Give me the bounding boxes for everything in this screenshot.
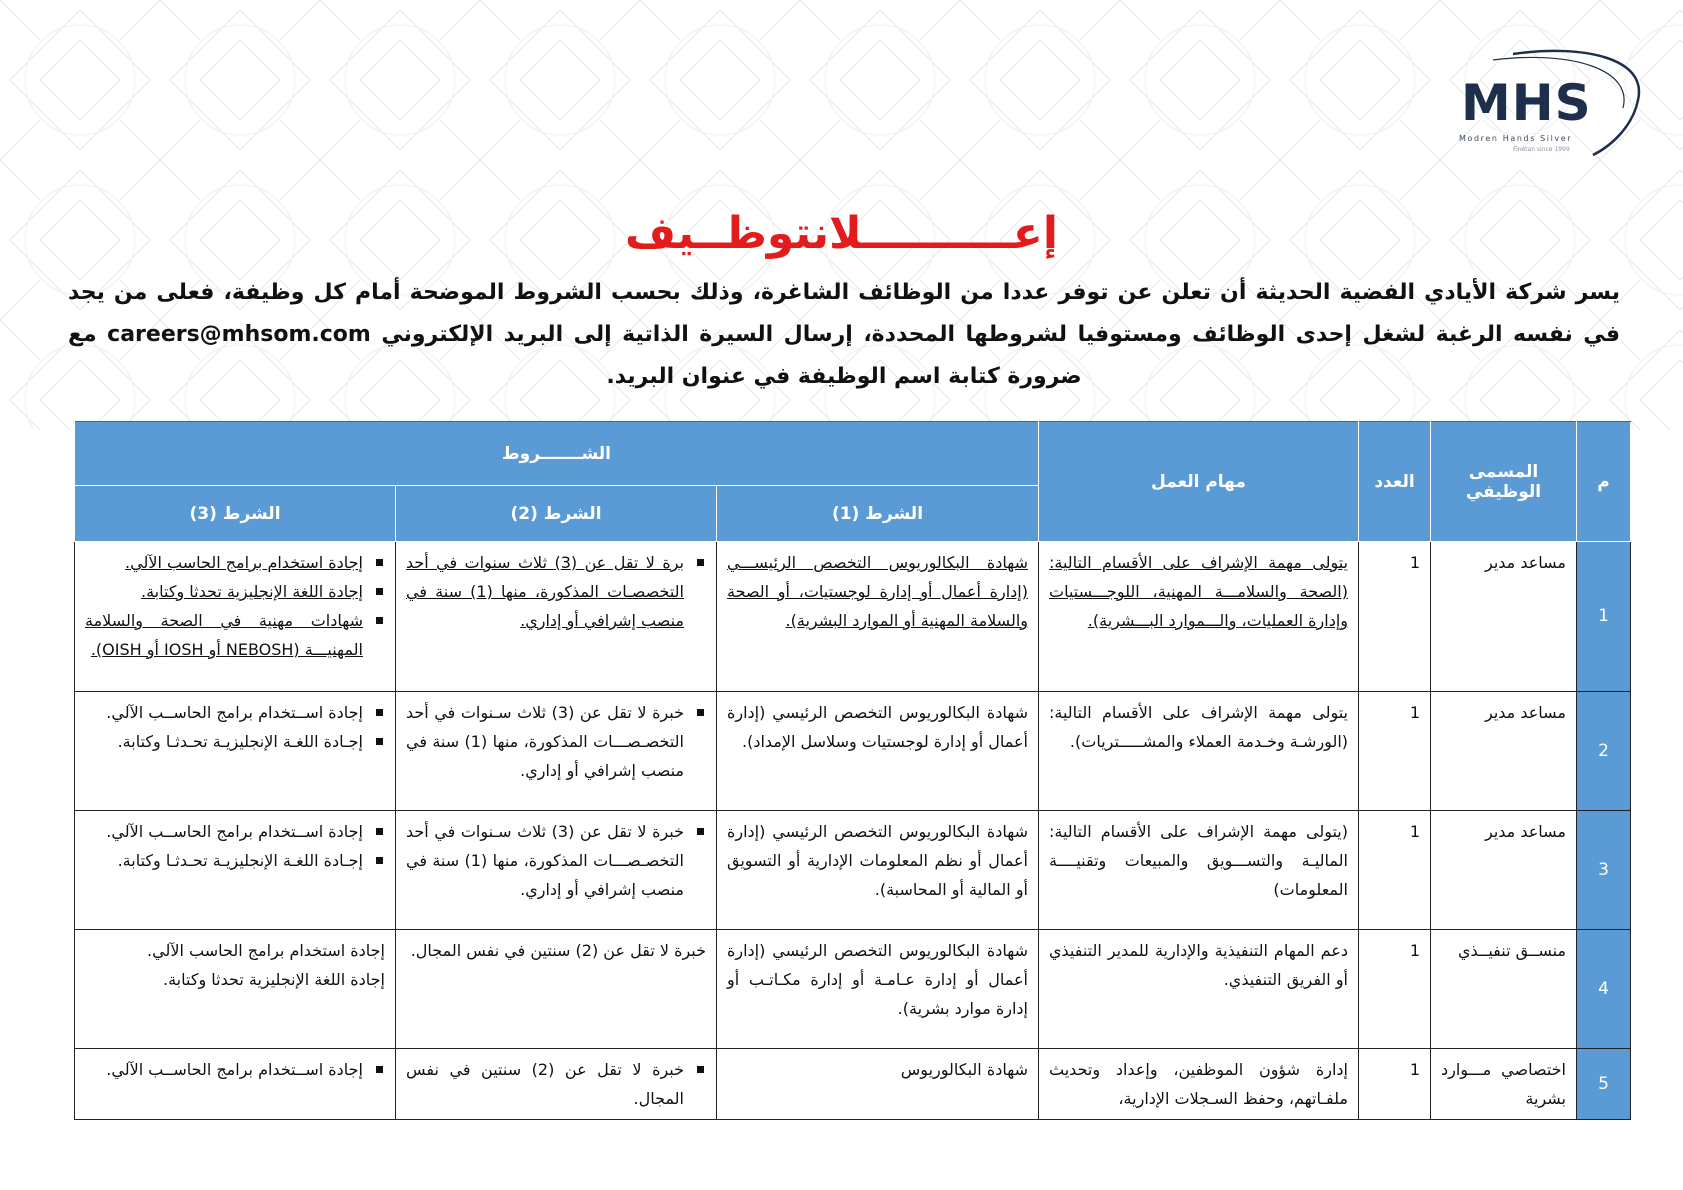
condition-1: شهادة البكالوريوس bbox=[717, 1049, 1039, 1120]
condition-2 bbox=[396, 692, 717, 811]
job-title: مساعد مدير bbox=[1431, 542, 1577, 692]
header-condition-1: الشرط (1) bbox=[717, 486, 1039, 542]
header-num: م bbox=[1577, 422, 1631, 542]
job-count: 1 bbox=[1359, 811, 1431, 930]
careers-email[interactable]: careers@mhsom.com bbox=[107, 322, 371, 347]
condition-3-item: إجادة اســتخدام برامج الحاســب الآلي. bbox=[85, 817, 363, 846]
page-title: إعــــــــــلانتوظــيف bbox=[625, 208, 1058, 259]
job-tasks: (يتولى مهمة الإشراف على الأقسام التالية: الماليـة والتســـويق والمبيعات وتقنيــــة المعلومات) bbox=[1039, 811, 1359, 930]
condition-3-item: إجادة اســتخدام برامج الحاســب الآلي. bbox=[85, 1055, 363, 1084]
condition-1: شهادة البكالوريوس التخصص الرئيســـي (إدارة أعمال أو إدارة لوجستيات، أو الصحة والسلامة المهنية أو الموارد البشرية). bbox=[717, 542, 1039, 692]
job-tasks: يتولى مهمة الإشراف على الأقسام التالية: (الصحة والسلامـــة المهنية، اللوجـــستيات وإدارة العمليات، والـــموارد البـــشرية). bbox=[1039, 542, 1359, 692]
logo-subtitle: Modren Hands Silver bbox=[1459, 134, 1573, 143]
condition-2-item: خبرة لا تقل عن (3) ثلاث سـنوات في أحد التخصـصـــات المذكورة، منها (1) سنة في منصب إشرافي أو إداري. bbox=[406, 698, 684, 785]
condition-2 bbox=[396, 542, 717, 692]
job-tasks: يتولى مهمة الإشراف على الأقسام التالية: (الورشـة وخـدمة العملاء والمشـــــتريات). bbox=[1039, 692, 1359, 811]
condition-2 bbox=[396, 1049, 717, 1120]
job-title: منســق تنفيــذي bbox=[1431, 930, 1577, 1049]
company-logo bbox=[1433, 40, 1663, 160]
condition-2 bbox=[396, 811, 717, 930]
row-number: 4 bbox=[1577, 930, 1631, 1049]
intro-paragraph bbox=[68, 272, 1620, 398]
job-tasks: دعم المهام التنفيذية والإدارية للمدير التنفيذي أو الفريق التنفيذي. bbox=[1039, 930, 1359, 1049]
condition-1: شهادة البكالوريوس التخصص الرئيسي (إدارة أعمال أو إدارة عـامـة أو إدارة مكـاتـب أو إدارة موارد بشرية). bbox=[717, 930, 1039, 1049]
header-job-title: المسمى الوظيفي bbox=[1431, 422, 1577, 542]
header-tasks: مهام العمل bbox=[1039, 422, 1359, 542]
condition-3-item: شهادات مهنية في الصحة والسلامة المهنيـــة (NEBOSH أو IOSH أو OISH). bbox=[85, 606, 363, 664]
condition-3 bbox=[75, 542, 396, 692]
condition-3-item: إجادة استخدام برامج الحاسب الآلي. bbox=[85, 548, 363, 577]
job-count: 1 bbox=[1359, 692, 1431, 811]
condition-3-item: إجـادة اللغـة الإنجليزيـة تحـدثـا وكتابة. bbox=[85, 727, 363, 756]
job-title: مساعد مدير bbox=[1431, 811, 1577, 930]
table-row bbox=[75, 542, 1631, 692]
job-count: 1 bbox=[1359, 1049, 1431, 1120]
condition-3-item: إجادة اســتخدام برامج الحاســب الآلي. bbox=[85, 698, 363, 727]
jobs-table bbox=[74, 421, 1631, 1120]
header-condition-3: الشرط (3) bbox=[75, 486, 396, 542]
condition-3 bbox=[75, 930, 396, 1049]
table-row bbox=[75, 930, 1631, 1049]
row-number: 1 bbox=[1577, 542, 1631, 692]
job-count: 1 bbox=[1359, 542, 1431, 692]
condition-3-item: إجادة اللغة الإنجليزية تحدثا وكتابة. bbox=[85, 577, 363, 606]
condition-3-line: إجادة استخدام برامج الحاسب الآلي. bbox=[147, 941, 385, 960]
condition-3-line: إجادة اللغة الإنجليزية تحدثا وكتابة. bbox=[163, 970, 385, 989]
logo-text: MHS bbox=[1461, 74, 1592, 132]
table-row bbox=[75, 811, 1631, 930]
row-number: 3 bbox=[1577, 811, 1631, 930]
condition-3 bbox=[75, 811, 396, 930]
table-row bbox=[75, 1049, 1631, 1120]
condition-2-item: خبرة لا تقل عن (3) ثلاث سـنوات في أحد التخصـصـــات المذكورة، منها (1) سنة في منصب إشرافي أو إداري. bbox=[406, 817, 684, 904]
row-number: 2 bbox=[1577, 692, 1631, 811]
intro-text-part1: يسر شركة الأيادي الفضية الحديثة أن تعلن عن توفر عددا من الوظائف الشاغرة، وذلك بحسب الشروط الموضحة أمام كل وظيفة، فعلى من يجد في نفسه الرغبة لشغل إحدى الوظائف ومستوفيا لشروطها المحددة، إرسال السيرة الذاتية إلى البريد الإلكتروني bbox=[68, 280, 1620, 347]
condition-2-item: برة لا تقل عن (3) ثلاث سنوات في أحد التخصصـات المذكورة، منها (1) سنة في منصب إشرافي أو إداري. bbox=[406, 548, 684, 635]
job-title: مساعد مدير bbox=[1431, 692, 1577, 811]
job-tasks: إدارة شؤون الموظفين، وإعداد وتحديث ملفـاتهم، وحفظ السـجلات الإدارية، bbox=[1039, 1049, 1359, 1120]
job-count: 1 bbox=[1359, 930, 1431, 1049]
condition-3 bbox=[75, 1049, 396, 1120]
condition-2-item: خبرة لا تقل عن (2) سنتين في نفس المجال. bbox=[406, 1055, 684, 1113]
header-conditions: الشـــــــروط bbox=[75, 422, 1039, 486]
logo-tagline: Finetan since 1999 bbox=[1513, 146, 1570, 153]
intro-text-part2: مع ضرورة كتابة اسم الوظيفة في عنوان البريد. bbox=[68, 322, 1082, 389]
job-title: اختصاصي مـــوارد بشرية bbox=[1431, 1049, 1577, 1120]
header-count: العدد bbox=[1359, 422, 1431, 542]
header-condition-2: الشرط (2) bbox=[396, 486, 717, 542]
condition-3-item: إجـادة اللغـة الإنجليزيـة تحـدثـا وكتابة. bbox=[85, 846, 363, 875]
condition-2: خبرة لا تقل عن (2) سنتين في نفس المجال. bbox=[396, 930, 717, 1049]
table-row bbox=[75, 692, 1631, 811]
condition-1: شهادة البكالوريوس التخصص الرئيسي (إدارة أعمال أو إدارة لوجستيات وسلاسل الإمداد). bbox=[717, 692, 1039, 811]
condition-1: شهادة البكالوريوس التخصص الرئيسي (إدارة أعمال أو نظم المعلومات الإدارية أو التسويق أو المالية أو المحاسبة). bbox=[717, 811, 1039, 930]
row-number: 5 bbox=[1577, 1049, 1631, 1120]
condition-3 bbox=[75, 692, 396, 811]
